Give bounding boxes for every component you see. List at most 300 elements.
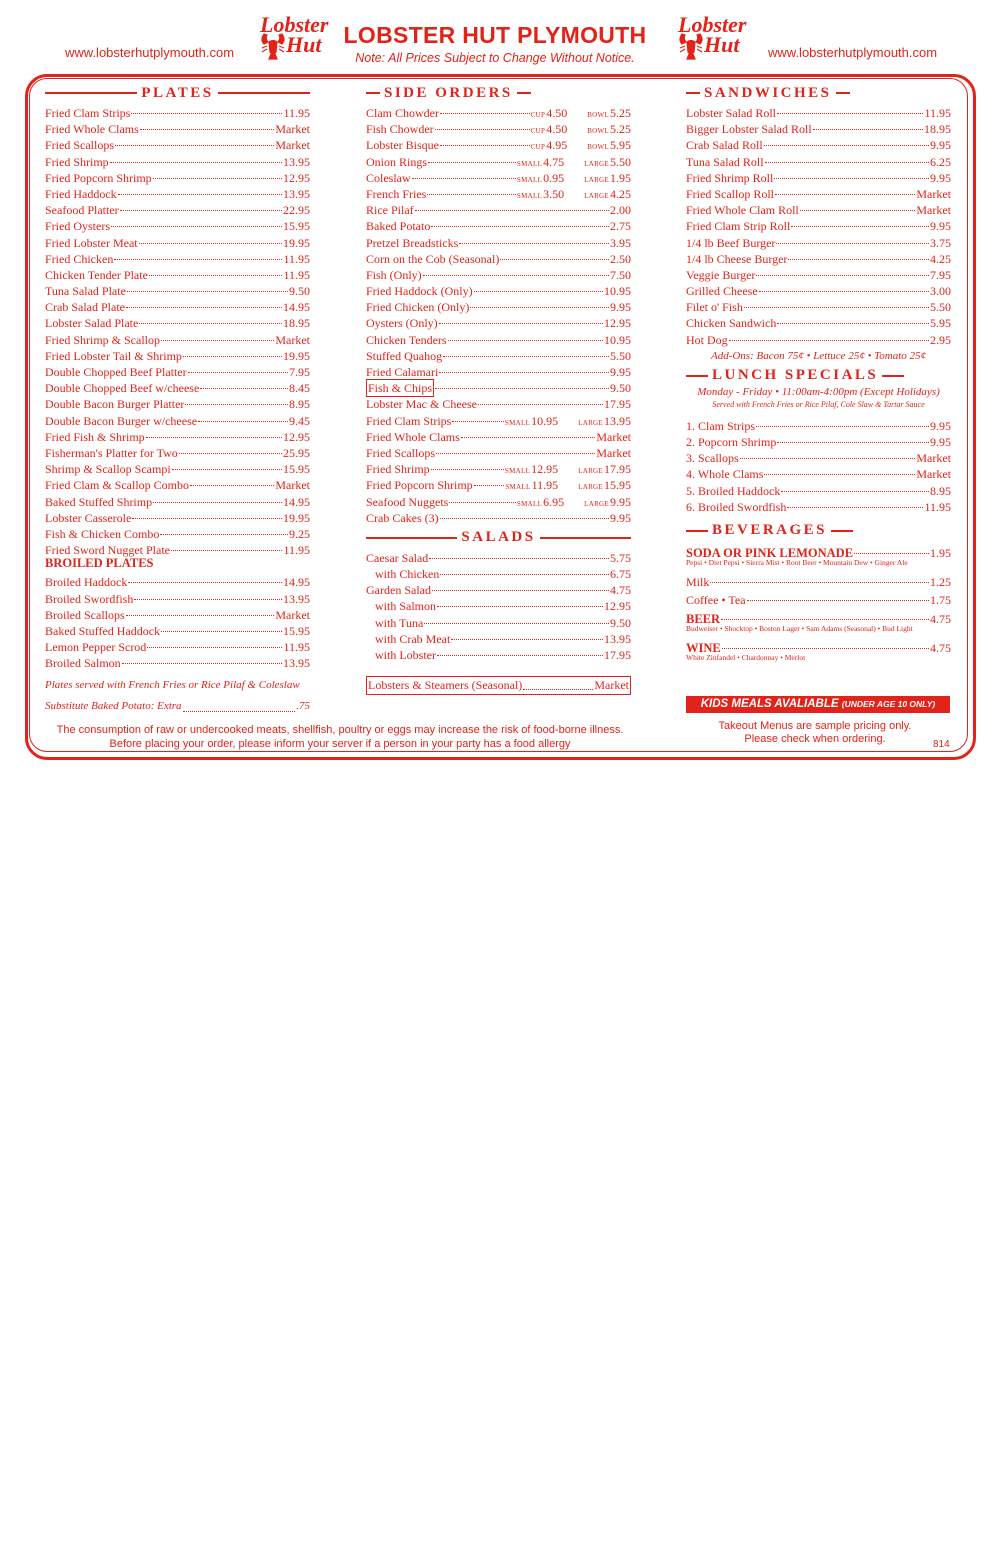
spacer [565, 149, 583, 163]
lobster-hut-logo-right [676, 12, 747, 60]
menu-item-price: 11.95 [283, 543, 310, 558]
menu-item-coffee-tea: Coffee • Tea 1.75 [686, 589, 951, 605]
leader-dots [431, 212, 609, 227]
menu-item-name: Lobster Salad Plate [45, 316, 139, 331]
menu-item-price: 9.50 [610, 615, 631, 630]
leader-dots [459, 229, 609, 244]
leader-dots [200, 374, 288, 389]
lobsters-steamers-box [366, 676, 631, 695]
menu-item-name: Chicken Tenders [366, 332, 447, 347]
spacer [565, 181, 583, 195]
menu-item-price: 9.45 [289, 413, 310, 428]
leader-dots [118, 180, 282, 195]
leader-dots [122, 649, 282, 664]
size-label: LARGE [584, 499, 609, 508]
size-label: CUP [530, 127, 546, 136]
logo-text-hut: Hut [286, 32, 322, 57]
leader-dots [132, 504, 282, 519]
lunch-specials-list [686, 415, 951, 512]
size-label: LARGE [578, 467, 603, 476]
menu-item-price: 8.95 [289, 397, 310, 412]
menu-item-name: Fried Shrimp [366, 462, 430, 477]
menu-item-price-small: 6.95 [543, 494, 565, 509]
menu-item-price: 11.95 [924, 106, 951, 120]
menu-item-name: 1/4 lb Beef Burger [686, 235, 776, 250]
leader-dots [775, 180, 915, 195]
menu-item-price: 9.50 [610, 381, 631, 396]
heading-rule [517, 92, 531, 94]
menu-item-name: Filet o' Fish [686, 300, 743, 315]
size-label: SMALL [516, 175, 543, 184]
menu-item-name: Lobster Bisque [366, 138, 439, 153]
menu-item-name: Fried Shrimp & Scallop [45, 332, 160, 347]
menu-item-price-large: 17.95 [604, 462, 631, 477]
leader-dots [146, 423, 282, 438]
leader-dots [721, 605, 929, 620]
menu-item-name: Seafood Platter [45, 203, 119, 218]
leader-dots [437, 641, 603, 656]
add-ons-note: Add-Ons: Bacon 75¢ • Lettuce 25¢ • Tomato 25¢ [710, 349, 927, 362]
menu-item-price: Market [275, 138, 310, 153]
leader-dots [523, 677, 593, 690]
menu-item-name: with Lobster [375, 648, 436, 662]
menu-item-price: 12.95 [283, 170, 310, 185]
kids-meals-banner [686, 696, 950, 713]
leader-dots [744, 293, 929, 308]
broiled-plates-heading: BROILED PLATES [45, 556, 154, 571]
leader-dots [114, 245, 282, 260]
menu-item-price: Market [916, 186, 951, 201]
size-label: BOWL [587, 143, 609, 152]
leader-dots [424, 609, 609, 624]
menu-item-name: 3. Scallops [686, 451, 739, 466]
menu-item-name: Corn on the Cob (Seasonal) [366, 251, 500, 266]
leader-dots [764, 131, 929, 146]
menu-item-price: Market [275, 478, 310, 493]
menu-item-price-large: 5.25 [610, 106, 631, 120]
menu-item-price: 5.75 [610, 550, 631, 565]
leader-dots [131, 99, 282, 114]
menu-item-price: 17.95 [604, 397, 631, 412]
logo-text-lobster: Lobster [678, 12, 747, 37]
menu-item-name: Fried Sword Nugget Plate [45, 543, 170, 558]
menu-item-name: with Crab Meat [375, 631, 451, 646]
menu-item-6-broiled-swordfish [686, 496, 951, 512]
menu-item-name: Oysters (Only) [366, 316, 438, 331]
leader-dots [440, 131, 530, 146]
menu-item-name: Lobster Salad Roll [686, 106, 776, 120]
leader-dots [440, 504, 609, 519]
menu-item-price-small: 3.50 [543, 186, 565, 201]
menu-item-name: Chicken Sandwich [686, 316, 777, 331]
menu-item-name: Rice Pilaf [366, 203, 414, 218]
menu-item-name: Lobster Mac & Cheese [366, 397, 477, 412]
allergy-line-1: The consumption of raw or undercooked meats, shellfish, poultry or eggs may increase the risk of food-borne illness. [56, 724, 624, 736]
menu-item-price: Market [916, 451, 951, 466]
leader-dots [190, 471, 274, 486]
leader-dots [198, 407, 288, 422]
beer-options: Budweiser • Shocktop • Boston Lager • Sam Adams (Seasonal) • Bud Light [686, 623, 913, 633]
allergy-warning [40, 723, 640, 751]
menu-item-name: Double Chopped Beef Platter [45, 365, 187, 379]
menu-item-name: Fried Shrimp Roll [686, 170, 774, 185]
leader-dots [172, 455, 282, 470]
menu-item-price: 2.75 [610, 219, 631, 234]
lunch-specials-heading-text: LUNCH SPECIALS [712, 367, 879, 384]
leader-dots [120, 196, 282, 211]
leader-dots [813, 115, 923, 130]
heading-rule [882, 375, 904, 377]
menu-item-price: 4.25 [930, 251, 951, 266]
leader-dots [747, 586, 929, 601]
leader-dots [788, 245, 929, 260]
menu-item-price-large: 5.25 [610, 122, 631, 137]
leader-dots [147, 633, 282, 648]
leader-dots [127, 277, 288, 292]
leader-dots [451, 625, 603, 640]
menu-item-price: 10.95 [604, 332, 631, 347]
menu-item-price: 3.95 [610, 235, 631, 250]
side-orders-column [366, 84, 631, 695]
menu-item-name: Double Bacon Burger Platter [45, 397, 185, 412]
leader-dots [428, 148, 516, 163]
menu-item-name: Fried Whole Clam Roll [686, 203, 799, 218]
menu-item-name: Fried Chicken [45, 251, 114, 266]
leader-dots [759, 277, 929, 292]
leader-dots [439, 309, 603, 324]
size-label: SMALL [516, 191, 543, 200]
leader-dots [435, 115, 530, 130]
leader-dots [126, 601, 275, 616]
leader-dots [423, 261, 609, 276]
menu-item-price: 12.95 [604, 316, 631, 331]
menu-item-name: Fried Haddock [45, 186, 117, 201]
menu-item-name: Crab Salad Roll [686, 138, 763, 153]
menu-item-name: Broiled Haddock [45, 575, 128, 590]
leader-dots [183, 700, 296, 712]
leader-dots [429, 544, 609, 559]
menu-item-price: 9.95 [930, 418, 951, 433]
menu-item-price: 12.95 [283, 429, 310, 444]
menu-item-name: Fish & Chicken Combo [45, 526, 160, 541]
menu-item-price: 7.95 [930, 267, 951, 282]
menu-item-price: 25.95 [283, 445, 310, 460]
menu-item-price: 19.95 [283, 235, 310, 250]
heading-rule [45, 92, 137, 94]
size-label: LARGE [584, 175, 609, 184]
leader-dots [765, 148, 929, 163]
size-label: LARGE [578, 418, 603, 427]
menu-item-beer: BEER 4.75 [686, 608, 951, 624]
menu-code: 814 [933, 739, 950, 750]
leader-dots [764, 460, 915, 475]
menu-item-price: 19.95 [283, 510, 310, 525]
kids-meals-age: (UNDER AGE 10 ONLY) [841, 699, 936, 709]
menu-item-name: Bigger Lobster Salad Roll [686, 122, 812, 137]
menu-item-name: Fried Clam Strips [45, 106, 131, 120]
menu-item-name: 1/4 lb Cheese Burger [686, 251, 788, 266]
menu-item-price: 4.75 [610, 583, 631, 598]
leader-dots [722, 634, 929, 649]
menu-item-price: 7.50 [610, 267, 631, 282]
leader-dots [787, 493, 923, 508]
menu-item-name: French Fries [366, 186, 427, 201]
menu-item-name: Fried Haddock (Only) [366, 284, 473, 299]
leader-dots [432, 576, 609, 591]
leader-dots [126, 293, 282, 308]
menu-item-price: Market [275, 607, 310, 622]
broiled-plates-list [45, 571, 310, 671]
menu-header [0, 0, 1000, 75]
lobsters-steamers-price: Market [594, 678, 629, 693]
menu-item-name: Pretzel Breadsticks [366, 235, 459, 250]
leader-dots [140, 115, 275, 130]
menu-item-name: 2. Popcorn Shrimp [686, 435, 777, 449]
leader-dots [710, 568, 929, 583]
menu-item-price: Market [275, 332, 310, 347]
leader-dots [149, 261, 283, 276]
size-label: SMALL [516, 159, 543, 168]
leader-dots [431, 455, 504, 470]
leader-dots [111, 212, 282, 227]
menu-item-name: Tuna Salad Roll [686, 154, 764, 169]
leader-dots [435, 374, 609, 389]
menu-item-price: 19.95 [283, 348, 310, 363]
website-url-left[interactable]: www.lobsterhutplymouth.com [65, 45, 235, 60]
menu-item-name: Lemon Pepper Scrod [45, 640, 147, 655]
menu-item-price: Market [275, 122, 310, 137]
leader-dots [729, 326, 929, 341]
salads-list [366, 547, 631, 660]
menu-item-name: 1. Clam Strips [686, 418, 756, 433]
leader-dots [474, 277, 603, 292]
menu-item-name: Fried Lobster Meat [45, 235, 138, 250]
menu-item-price: 13.95 [283, 656, 310, 671]
salads-heading-text: SALADS [461, 529, 536, 546]
leader-dots [437, 592, 603, 607]
menu-item-name: Tuna Salad Plate [45, 284, 126, 299]
menu-item-name: Fried Oysters [45, 219, 110, 234]
kids-meals-text: KIDS MEALS AVALIABLE [700, 698, 839, 710]
heading-rule [831, 530, 853, 532]
menu-item-name: Baked Potato [366, 219, 431, 234]
menu-item-name: Fish (Only) [366, 267, 422, 282]
soda-options: Pepsi • Diet Pepsi • Sierra Mist • Root Beer • Mountain Dew • Ginger Ale [686, 558, 908, 568]
leader-dots [185, 390, 288, 405]
menu-item-price-small: 4.75 [543, 154, 565, 169]
heading-rule [686, 530, 708, 532]
menu-item-price: 9.95 [930, 170, 951, 185]
menu-item-soda: SODA OR PINK LEMONADE 1.95 [686, 542, 951, 558]
menu-item-price: 18.95 [924, 122, 951, 137]
spacer [568, 100, 586, 114]
logo-text-lobster: Lobster [260, 12, 329, 37]
menu-item-price: 6.75 [610, 567, 631, 582]
menu-item-name: Double Bacon Burger w/cheese [45, 413, 198, 428]
sandwiches-list [686, 102, 951, 345]
leader-dots [500, 245, 609, 260]
menu-item-name: Fried Calamari [366, 365, 439, 379]
menu-item-name: 4. Whole Clams [686, 467, 764, 482]
leader-dots [740, 444, 916, 459]
sandwiches-column [686, 84, 951, 666]
menu-item-price-small: 10.95 [531, 413, 559, 428]
size-label: CUP [530, 111, 546, 119]
menu-item-price: 2.95 [930, 332, 951, 347]
menu-item-name: Fried Clam & Scallop Combo [45, 478, 189, 493]
leader-dots [449, 488, 516, 503]
menu-item-price-small: 4.95 [546, 138, 568, 153]
menu-item-name: Garden Salad [366, 583, 431, 598]
leader-dots [436, 439, 595, 454]
menu-item-price: 13.95 [604, 631, 631, 646]
side-orders-list [366, 102, 631, 523]
leader-dots [452, 407, 504, 422]
leader-dots [854, 539, 929, 554]
menu-item-price: 5.50 [610, 348, 631, 363]
menu-item-fried-sword-nugget-plate [45, 539, 310, 558]
menu-item-price: 5.50 [930, 300, 951, 315]
menu-item-name: Shrimp & Scallop Scampi [45, 462, 171, 477]
heading-rule [686, 92, 700, 94]
size-label: BOWL [587, 111, 609, 119]
leader-dots [179, 439, 282, 454]
menu-item-name: Baked Stuffed Shrimp [45, 494, 153, 509]
menu-item-name: Crab Cakes (3) [366, 510, 439, 525]
menu-item-price-small: 11.95 [531, 478, 559, 493]
plates-list [45, 102, 310, 558]
menu-item-name: Fried Popcorn Shrimp [366, 478, 473, 493]
menu-item-name: Broiled Swordfish [45, 591, 134, 606]
menu-item-name: with Salmon [375, 599, 437, 614]
menu-item-price: 3.00 [930, 284, 951, 299]
beverages-list [686, 542, 951, 663]
leader-dots [474, 471, 505, 486]
menu-item-price: 17.95 [604, 648, 631, 662]
size-label: LARGE [584, 159, 609, 168]
menu-item-name: Fried Shrimp [45, 154, 109, 169]
leader-dots [781, 477, 929, 492]
menu-item-milk: Milk 1.25 [686, 571, 951, 587]
menu-item-price: 13.95 [283, 154, 310, 169]
leader-dots [427, 180, 516, 195]
menu-item-price: 11.95 [283, 640, 310, 655]
menu-item-price-small: 12.95 [531, 462, 559, 477]
spacer [568, 132, 586, 146]
menu-item-price: Market [596, 445, 631, 460]
menu-item-wine: WINE 4.75 [686, 637, 951, 653]
beverages-heading [686, 522, 951, 540]
menu-item-price-small: 4.50 [546, 106, 568, 120]
spacer [559, 456, 577, 470]
menu-item-price-large: 15.95 [604, 478, 631, 493]
menu-item-name: Veggie Burger [686, 267, 756, 282]
menu-item-price: 9.50 [289, 284, 310, 299]
leader-dots [777, 99, 923, 114]
leader-dots [128, 568, 282, 583]
menu-item-price: 9.95 [930, 435, 951, 449]
leader-dots [139, 309, 282, 324]
menu-item-price: 13.95 [283, 591, 310, 606]
logo-text-hut: Hut [704, 32, 740, 57]
size-label: LARGE [584, 191, 609, 200]
menu-item-price: 14.95 [283, 494, 310, 509]
menu-item-name: Crab Salad Plate [45, 300, 125, 315]
menu-item-price: 22.95 [283, 203, 310, 218]
menu-item-price: Market [596, 429, 631, 444]
leader-dots [440, 99, 530, 114]
menu-item-name: Fried Fish & Shrimp [45, 429, 145, 444]
menu-item-price-large: 9.95 [610, 494, 631, 509]
leader-dots [461, 423, 596, 438]
menu-item-price: 7.95 [289, 365, 310, 379]
menu-item-name: Stuffed Quahog [366, 348, 443, 363]
menu-item-broiled-salmon [45, 652, 310, 671]
leader-dots [161, 326, 274, 341]
leader-dots [153, 164, 282, 179]
menu-item-price: 8.45 [289, 381, 310, 396]
spacer [559, 408, 577, 422]
menu-item-name: Fish Chowder [366, 122, 434, 137]
leader-dots [161, 617, 282, 632]
leader-dots [153, 488, 282, 503]
menu-item-price: 13.95 [283, 186, 310, 201]
price-notice: Note: All Prices Subject to Change Without Notice. [355, 51, 635, 65]
menu-item-price: Market [916, 467, 951, 482]
leader-dots [443, 342, 609, 357]
menu-item-name: 6. Broiled Swordfish [686, 499, 787, 514]
menu-item-price: 11.95 [283, 106, 310, 120]
baked-potato-note [45, 700, 310, 712]
size-label: SMALL [504, 418, 531, 427]
website-url-right[interactable]: www.lobsterhutplymouth.com [768, 45, 938, 60]
menu-item-name: Grilled Cheese [686, 284, 758, 299]
menu-item-name: Seafood Nuggets [366, 494, 449, 509]
menu-item-price: 11.95 [924, 499, 951, 514]
heading-rule [366, 537, 457, 539]
menu-item-price-small: 4.50 [546, 122, 568, 137]
menu-item-name: Double Chopped Beef w/cheese [45, 381, 200, 396]
plates-column [45, 84, 310, 712]
menu-item-price-small: 0.95 [543, 170, 565, 185]
menu-item-price-large: 1.95 [610, 170, 631, 185]
menu-item-price: 9.95 [610, 510, 631, 525]
menu-item-name: Broiled Scallops [45, 607, 125, 622]
lunch-hours: Monday - Friday • 11:00am-4:00pm (Except Holidays) [697, 385, 940, 398]
takeout-line-2: Please check when ordering. [744, 733, 886, 745]
menu-item-price: 18.95 [283, 316, 310, 331]
heading-rule [836, 92, 850, 94]
menu-item-price: 14.95 [283, 575, 310, 590]
takeout-note [680, 720, 950, 746]
menu-item-name: Fried Scallops [366, 445, 435, 460]
allergy-line-2: Before placing your order, please inform your server if a person in your party has a food allergy [109, 738, 571, 750]
menu-item-name: Fried Clam Strips [366, 413, 452, 428]
menu-item-price: 14.95 [283, 300, 310, 315]
lobster-hut-logo-left [258, 12, 329, 60]
menu-item-price: 9.95 [930, 219, 951, 234]
menu-item-price-large: 5.50 [610, 154, 631, 169]
menu-item-name: Fried Chicken (Only) [366, 300, 470, 315]
baked-potato-label: Substitute Baked Potato: Extra [45, 699, 182, 712]
plates-heading-text: PLATES [141, 84, 214, 101]
menu-item-price: 9.95 [930, 138, 951, 153]
baked-potato-price: .75 [296, 699, 310, 712]
leader-dots [171, 536, 282, 551]
menu-item-price: 15.95 [283, 624, 310, 638]
lunch-served-note: Served with French Fries or Rice Pilaf, Cole Slaw & Tartar Sauce [712, 399, 925, 409]
menu-item-name: Broiled Salmon [45, 656, 121, 671]
